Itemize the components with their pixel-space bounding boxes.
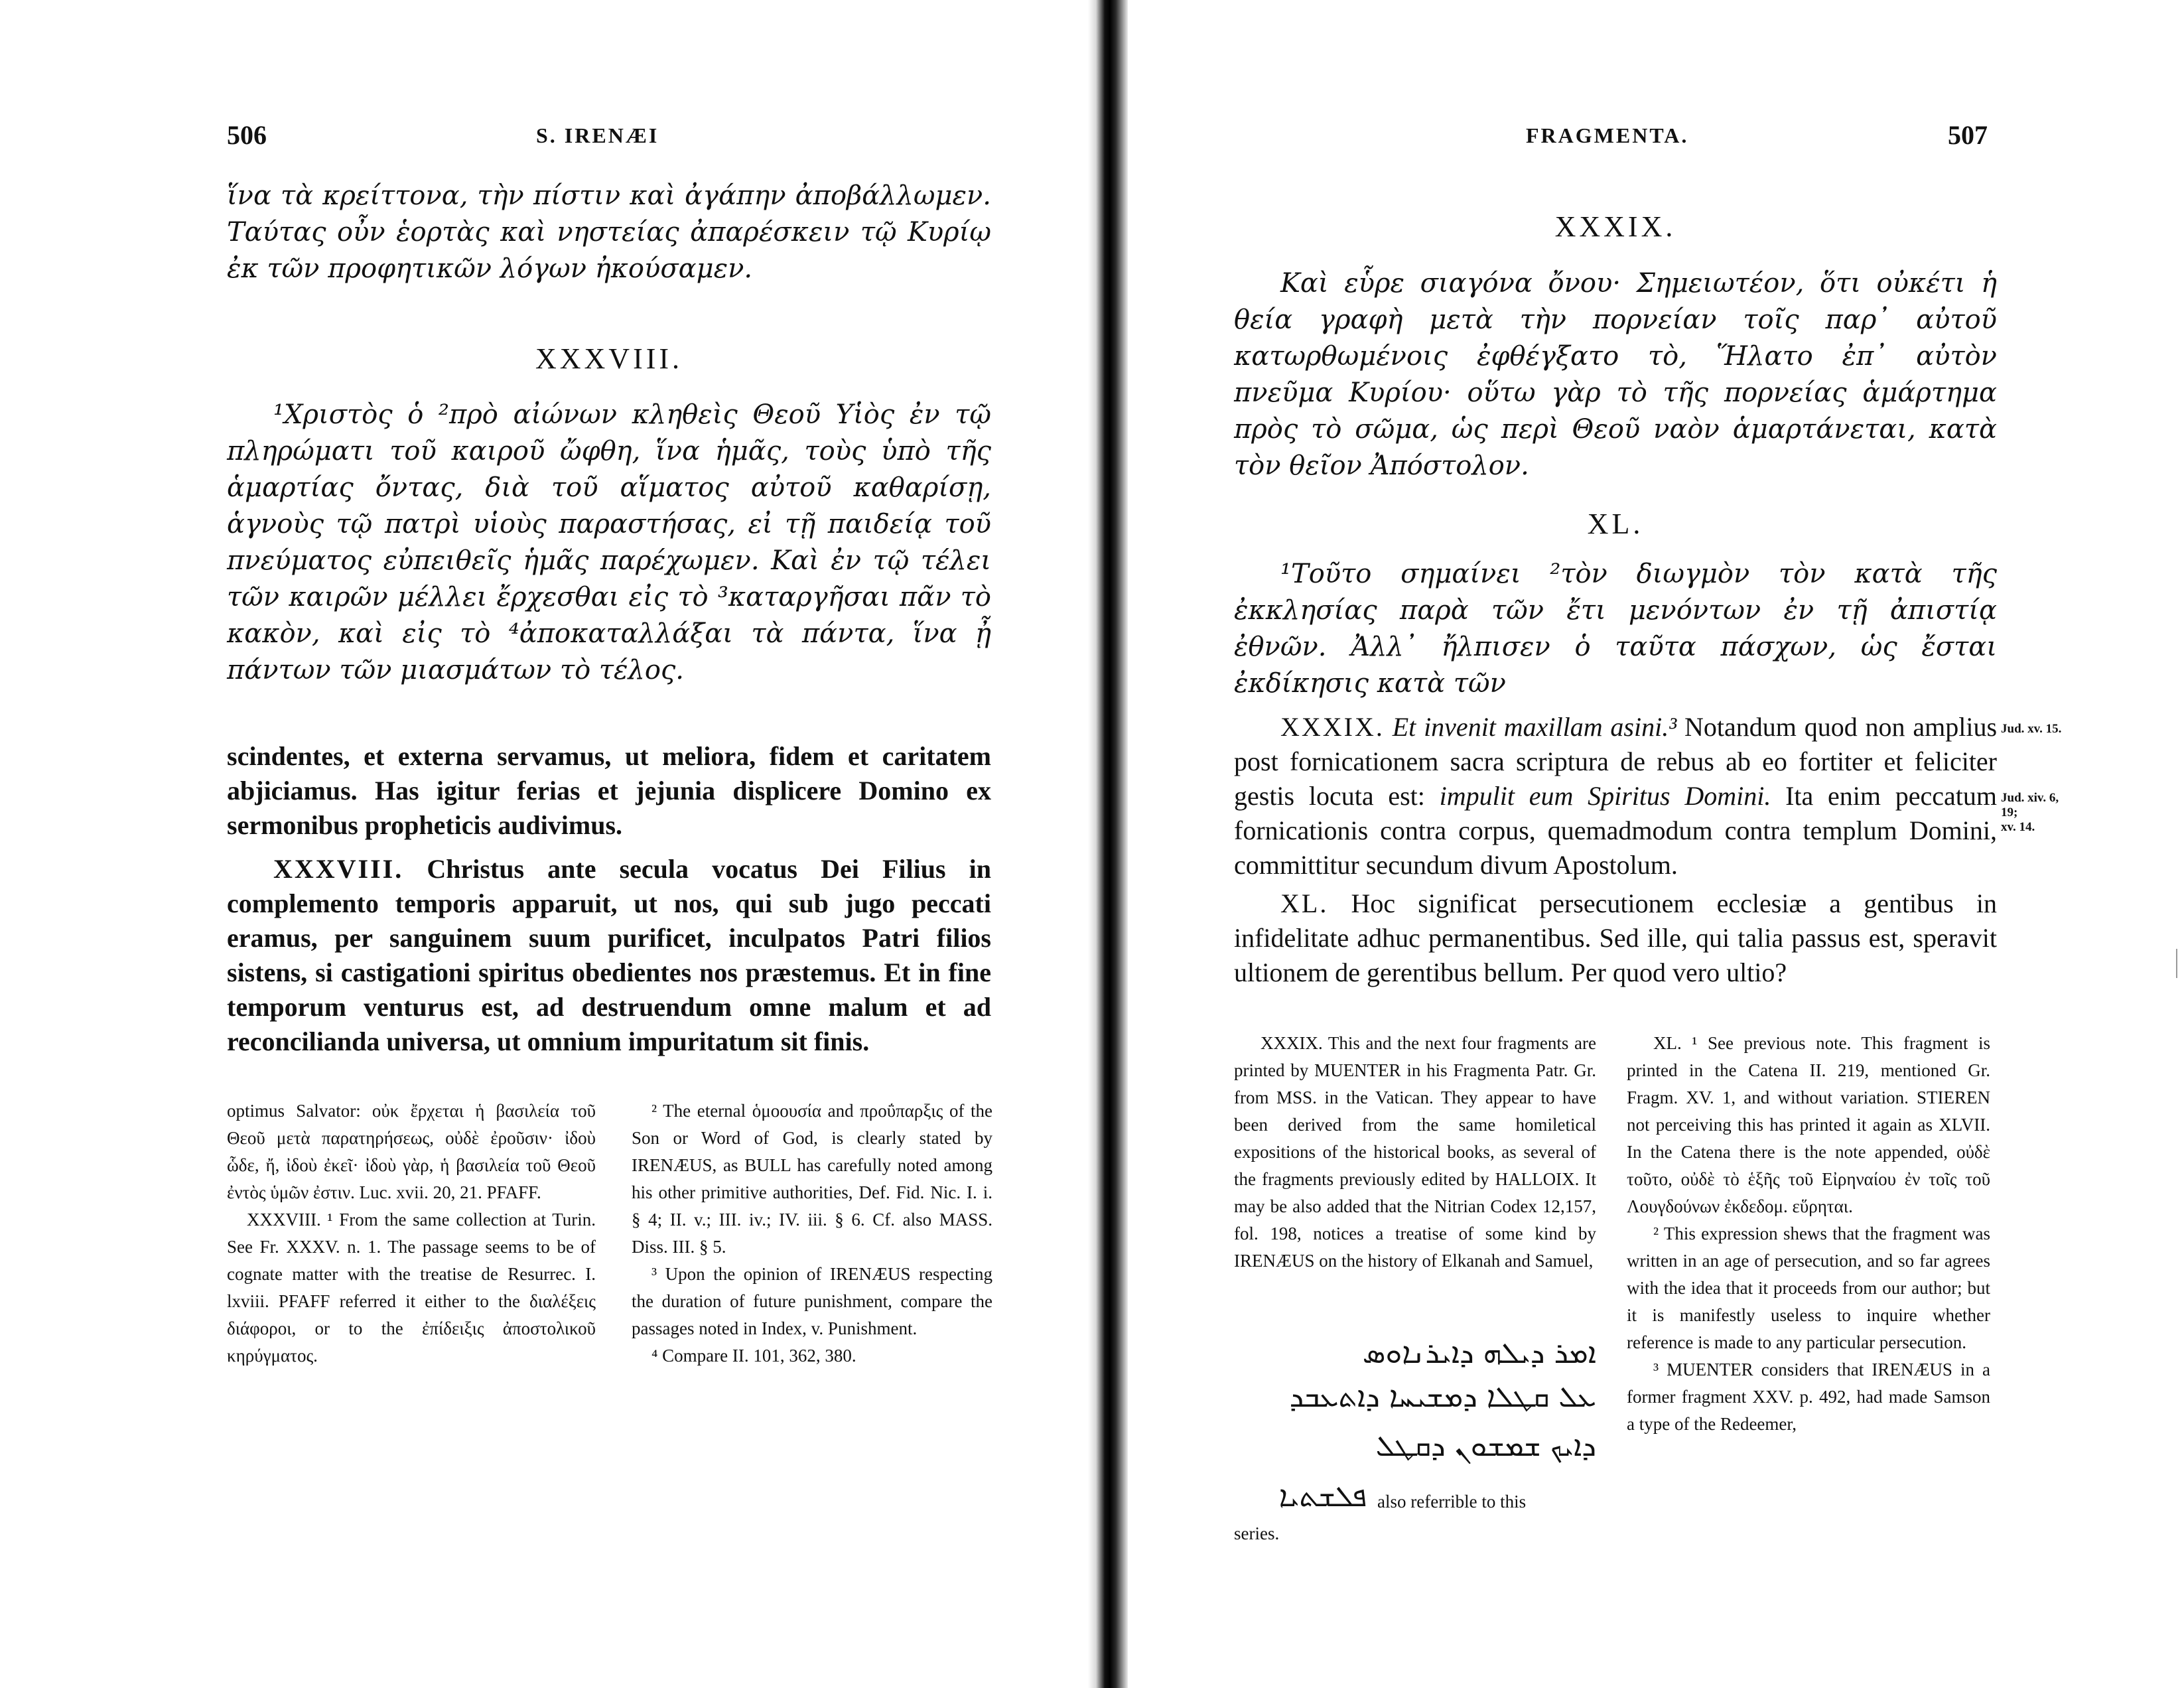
running-title: FRAGMENTA.	[1526, 123, 1689, 147]
latin-section-lead: XL.	[1280, 888, 1329, 918]
footnote: ³ MUENTER considers that IRENÆUS in a former fragment XXV. p. 492, had made Samson a type of the Redeemer,	[1627, 1360, 1990, 1434]
latin-text-2: XL. Hoc significat persecutionem ecclesiæ a gentibus in infidelitate adhuc permanentibus. Sed ille, qui talia passus est, speravit ultionem de gerentibus bellum. Per quod vero ultio?	[1234, 888, 1998, 987]
section-heading: XXXIX.	[1554, 210, 1676, 243]
page-number: 506	[227, 120, 267, 150]
syriac-text: ܥܠ ܩܛܠܐ ܕܡܫܝܚܐ ܕܐܬܥܒܕ	[1289, 1380, 1596, 1414]
footnotes-col-2	[632, 1097, 992, 1370]
margin-reference: Jud. xiv. 6,	[2001, 791, 2059, 805]
scan-mark	[2176, 949, 2177, 978]
page-number: 507	[1948, 120, 1988, 150]
footnote: also referrible to this	[1377, 1492, 1527, 1512]
greek-text-top: ἵνα τὰ κρείττονα, τὴν πίστιν καὶ ἀγάπην ἀποβάλλωμεν. Ταύτας οὖν ἑορτὰς καὶ νηστείας ἀπαρέσκειν τῷ Κυρίῳ ἐκ τῶν προφητικῶν λόγων ἠκούσαμεν.	[227, 180, 991, 284]
margin-reference: Jud. xv. 15.	[2001, 722, 2062, 736]
footnote: ³ Upon the opinion of IRENÆUS respecting the duration of future punishment, compare the passages noted in Index, v. Punishment.	[632, 1264, 992, 1338]
footnote: XXXVIII. ¹ From the same collection at Turin. See Fr. XXXV. n. 1. The passage seems to be of cognate matter with the treatise de Resurrec. I. lxviii. PFAFF referred it either to the διαλέξεις διάφοροι, or to the ἐπίδειξις ἀποστολικοῦ κηρύγματος.	[227, 1210, 596, 1366]
syriac-text: ܦܠܫܬܝܐ	[1278, 1480, 1367, 1513]
latin-section-lead: XXXVIII.	[273, 854, 404, 884]
margin-reference: xv. 14.	[2001, 820, 2035, 834]
footnotes-col-1	[227, 1097, 596, 1370]
book-gutter	[1088, 0, 1128, 1688]
footnote: series.	[1234, 1523, 1280, 1543]
footnote: optimus Salvator: οὐκ ἔρχεται ἡ βασιλεία τοῦ Θεοῦ μετὰ παρατηρήσεως, οὐδὲ ἐροῦσιν· ἰδοὺ ὧδε, ἤ, ἰδοὺ ἐκεῖ· ἰδοὺ γὰρ, ἡ βασιλεία τοῦ Θεοῦ ἐντὸς ὑμῶν ἐστιν. Luc. xvii. 20, 21. PFAFF.	[227, 1101, 596, 1202]
footnote: XL. ¹ See previous note. This fragment is printed in the Catena II. 219, mentioned Gr. Fragm. XV. 1, and without variation. STIEREN not perceiving this has printed it again as XLVII. In the Catena there is the note appended, οὐδὲ τοῦτο, οὐδὲ τὸ ἑξῆς τοῦ Εἰρηναίου ἐν τοῖς τοῦ Λουγδούνων ἐκδεδομ. εὕρηται.	[1627, 1033, 1990, 1216]
latin-lemma: Et invenit maxillam asini.³	[1392, 712, 1677, 742]
greek-text-1: Καὶ εὗρε σιαγόνα ὄνου· Σημειωτέον, ὅτι οὐκέτι ἡ θεία γραφὴ μετὰ τὴν πορνείαν τοῖς παρ᾽ αὐτοῦ κατωρθωμένοις ἐφθέγξατο τὸ, Ἥλατο ἐπ᾽ αὐτὸν πνεῦμα Κυρίου· οὕτω γὰρ τὸ τῆς πορνείας ἁμάρτημα πρὸς τὸ σῶμα, ὡς περὶ Θεοῦ ναὸν ἁμαρτάνεται, κατὰ τὸν θεῖον Ἀπόστολον.	[1234, 268, 1997, 481]
latin-text-1: scindentes, et externa servamus, ut meliora, fidem et caritatem abjiciamus. Has igitur ferias et jejunia displicere Domino ex sermonibus propheticis audivimus.	[227, 741, 991, 840]
left-page	[0, 0, 1088, 1688]
latin-section-lead: XXXIX.	[1280, 712, 1385, 742]
syriac-text: ܐܡܪ ܕܝܠܗ ܕܐܝܪܢܐܘܣ	[1362, 1336, 1596, 1370]
greek-text-2: ¹Τοῦτο σημαίνει ²τὸν διωγμὸν τὸν κατὰ τῆς ἐκκλησίας παρὰ τῶν ἔτι μενόντων ἐν τῇ ἀπιστίᾳ ἐθνῶν. Ἀλλ᾽ ἤλπισεν ὁ ταῦτα πάσχων, ὡς ἔσται ἐκδίκησις κατὰ τῶν	[1234, 559, 1997, 699]
right-page	[1128, 0, 2184, 1688]
footnote: ⁴ Compare II. 101, 362, 380.	[651, 1346, 856, 1366]
footnotes-col-2	[1627, 1030, 1990, 1438]
footnote: XXXIX. This and the next four fragments are printed by MUENTER in his Fragmenta Patr. Gr. from MSS. in the Vatican. They appear to have been derived from the same homiletical expositions of the historical books, as several of the fragments previously edited by HALLOIX. It may be also added that the Nitrian Codex 12,157, fol. 198, notices a treatise of some kind by IRENÆUS on the history of Elkanah and Samuel,	[1234, 1033, 1596, 1271]
footnote: ² The eternal ὁμοουσία and προΰπαρξις of the Son or Word of God, is clearly stated by IRENÆUS, as BULL has carefully noted among his other primitive authorities, Def. Fid. Nic. I. i. § 4; II. v.; III. iv.; IV. iii. § 6. Cf. also MASS. Diss. III. § 5.	[632, 1101, 992, 1257]
latin-text-2: XXXVIII. Christus ante secula vocatus Dei Filius in complemento temporis apparuit, ut nos, qui sub jugo peccati eramus, per sanguinem suum purificet, inculpatos Patri filios sistens, si castigationi spiritus obedientes nos præstemus. Et in fine temporum venturus est, ad destruendum omne malum et ad reconciliandа universa, ut omnium impuritatum sit finis.	[227, 854, 992, 1056]
section-heading: XXXVIII.	[535, 342, 683, 375]
footnotes-col-1	[1234, 1030, 1596, 1275]
greek-text-section: ¹Χριστὸς ὁ ²πρὸ αἰώνων κληθεὶς Θεοῦ Υἱὸς ἐν τῷ πληρώματι τοῦ καιροῦ ὤφθη, ἵνα ἡμᾶς, τοὺς ὑπὸ τῆς ἁμαρτίας ὄντας, διὰ τοῦ αἵματος αὐτοῦ καθαρίσῃ, ἁγνοὺς τῷ πατρὶ υἱοὺς παραστήσας, εἰ τῇ παιδείᾳ τοῦ πνεύματος εὐπειθεῖς ἡμᾶς παρέχωμεν. Καὶ ἐν τῷ τέλει τῶν καιρῶν μέλλει ἔρχεσθαι εἰς τὸ ³καταργῆσαι πᾶν τὸ κακὸν, καὶ εἰς τὸ ⁴ἀποκαταλλάξαι τὰ πάντα, ἵνα ᾖ πάντων τῶν μιασμάτων τὸ τέλος.	[227, 399, 991, 685]
footnote: ² This expression shews that the fragment was written in an age of persecution, and so far agrees with the idea that it proceeds from our author; but it is manifestly useless to inquire whether reference is made to any particular persecution.	[1627, 1224, 1990, 1352]
section-heading: XL.	[1587, 508, 1644, 540]
running-title: S. IRENÆI	[536, 123, 659, 147]
syriac-text: ܕܐܝܟ ܫܡܫܘܢ ܕܩܛܠ	[1375, 1429, 1596, 1463]
margin-reference: 19;	[2001, 806, 2018, 819]
latin-text-1: XXXIX. Et invenit maxillam asini.³ Notandum quod non amplius post fornicationem sacra scriptura de rebus ab eo fortiter et feliciter gestis locuta est: impulit eum Spiritus Domini. Ita enim peccatum fornicationis contra corpus, quemadmodum contra templum Domini, committitur secundum divum Apostolum.	[1234, 712, 1998, 880]
latin-quote: impulit eum Spiritus Domini.	[1439, 781, 1771, 811]
